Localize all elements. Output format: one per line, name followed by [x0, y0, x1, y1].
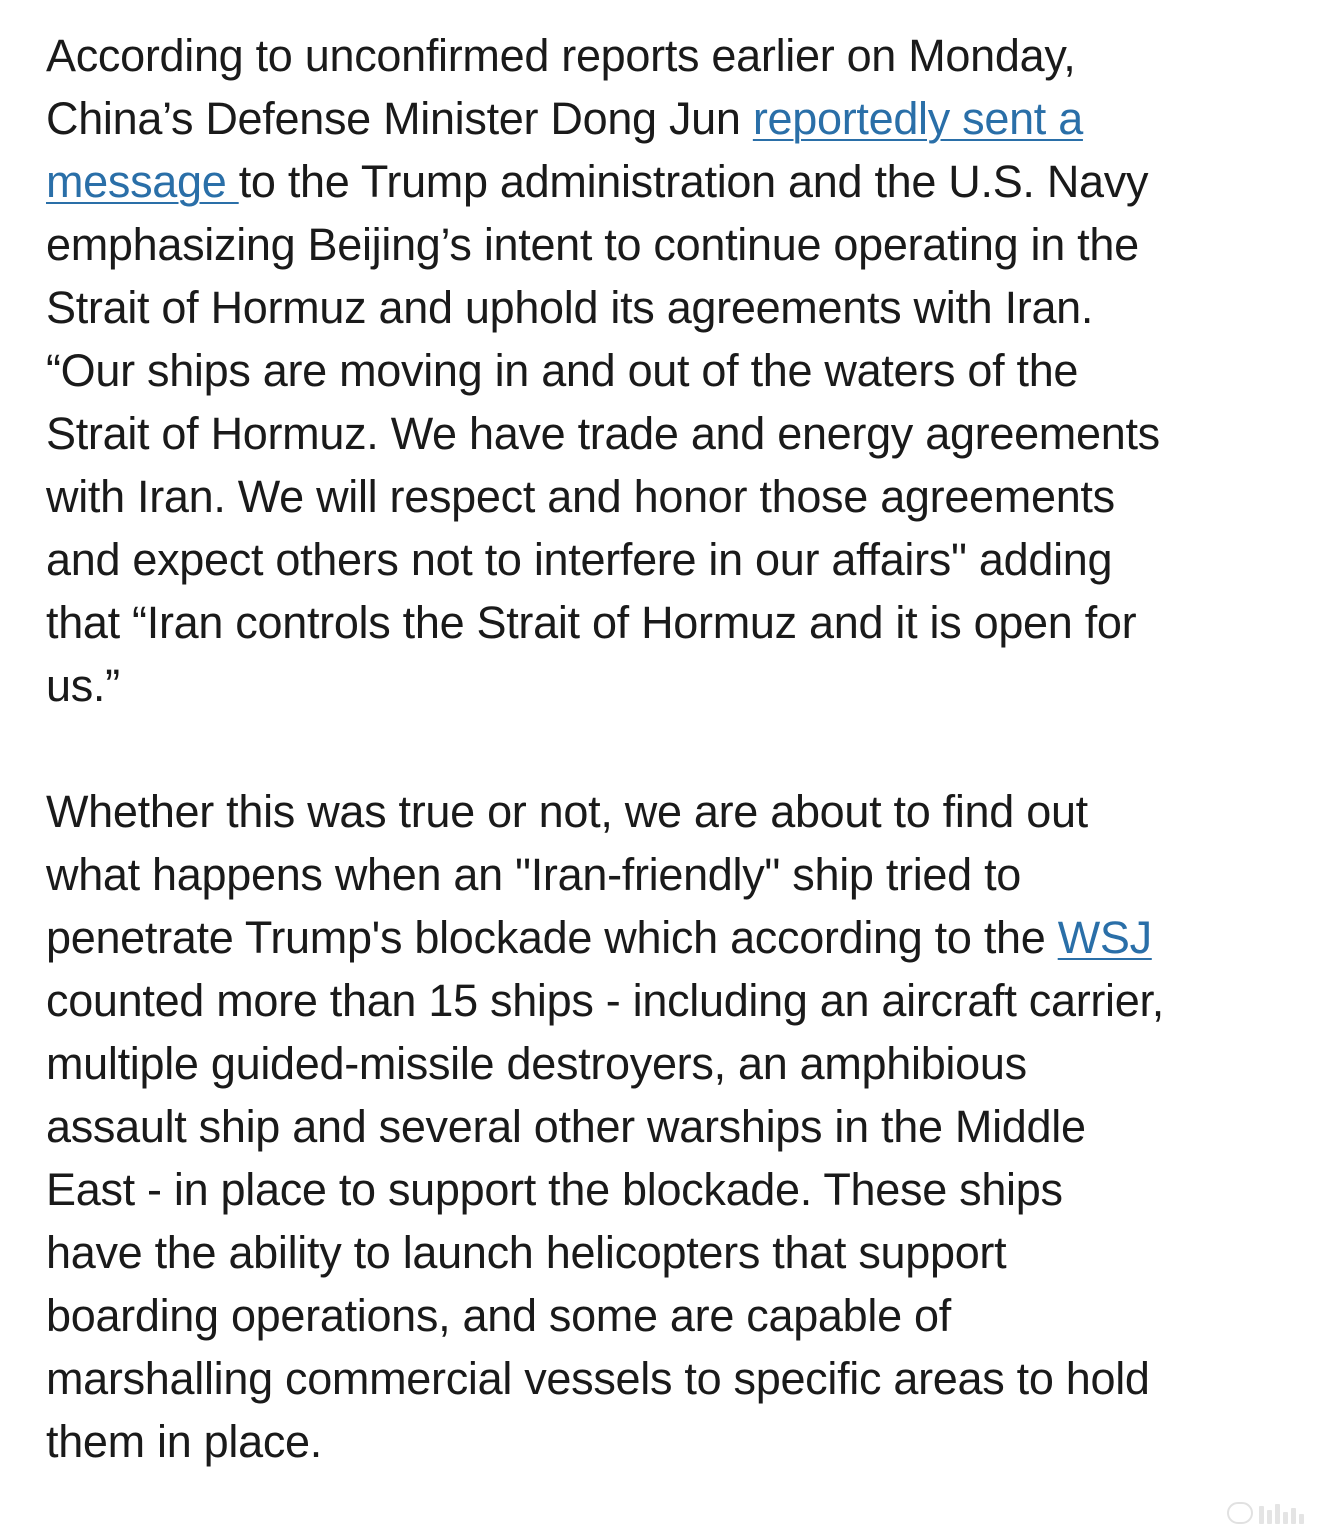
- text-line: them in place.: [46, 1416, 322, 1467]
- text-line: “Our ships are moving in and out of the waters of the: [46, 345, 1079, 396]
- text-line: [46, 906, 1286, 969]
- text-line: us.”: [46, 660, 120, 711]
- wsj-link[interactable]: WSJ: [1057, 912, 1152, 963]
- text-line: Strait of Hormuz. We have trade and energy agreements: [46, 408, 1160, 459]
- text-line: [46, 150, 1286, 213]
- text-line: have the ability to launch helicopters that support: [46, 1227, 1007, 1278]
- text-line: boarding operations, and some are capable of: [46, 1290, 951, 1341]
- paragraph-2: [46, 780, 1286, 1473]
- article-body: [46, 24, 1286, 1473]
- text-line: Whether this was true or not, we are about to find out: [46, 786, 1088, 837]
- text-segment: to the Trump administration and the U.S. Navy: [238, 156, 1149, 207]
- reportedly-sent-message-link[interactable]: reportedly sent a: [752, 93, 1083, 144]
- text-line: marshalling commercial vessels to specific areas to hold: [46, 1353, 1150, 1404]
- text-line: what happens when an "Iran-friendly" ship tried to: [46, 849, 1022, 900]
- text-segment: China’s Defense Minister Dong Jun: [46, 93, 753, 144]
- text-line: with Iran. We will respect and honor those agreements: [46, 471, 1115, 522]
- text-line: East - in place to support the blockade. These ships: [46, 1164, 1063, 1215]
- reportedly-sent-message-link-continued[interactable]: message: [46, 156, 239, 207]
- watermark-bars-icon: [1259, 1502, 1304, 1524]
- weibo-watermark-icon: [1227, 1502, 1304, 1524]
- text-line: emphasizing Beijing’s intent to continue operating in the: [46, 219, 1139, 270]
- watermark-bubble-icon: [1227, 1502, 1253, 1524]
- text-line: According to unconfirmed reports earlier on Monday,: [46, 30, 1076, 81]
- text-line: Strait of Hormuz and uphold its agreements with Iran.: [46, 282, 1094, 333]
- text-line: and expect others not to interfere in our affairs" adding: [46, 534, 1113, 585]
- text-segment: penetrate Trump's blockade which according to the: [46, 912, 1058, 963]
- text-line: counted more than 15 ships - including an aircraft carrier,: [46, 975, 1164, 1026]
- text-line: multiple guided-missile destroyers, an amphibious: [46, 1038, 1027, 1089]
- paragraph-1: [46, 24, 1286, 717]
- text-line: [46, 87, 1286, 150]
- text-line: that “Iran controls the Strait of Hormuz and it is open for: [46, 597, 1137, 648]
- text-line: assault ship and several other warships in the Middle: [46, 1101, 1086, 1152]
